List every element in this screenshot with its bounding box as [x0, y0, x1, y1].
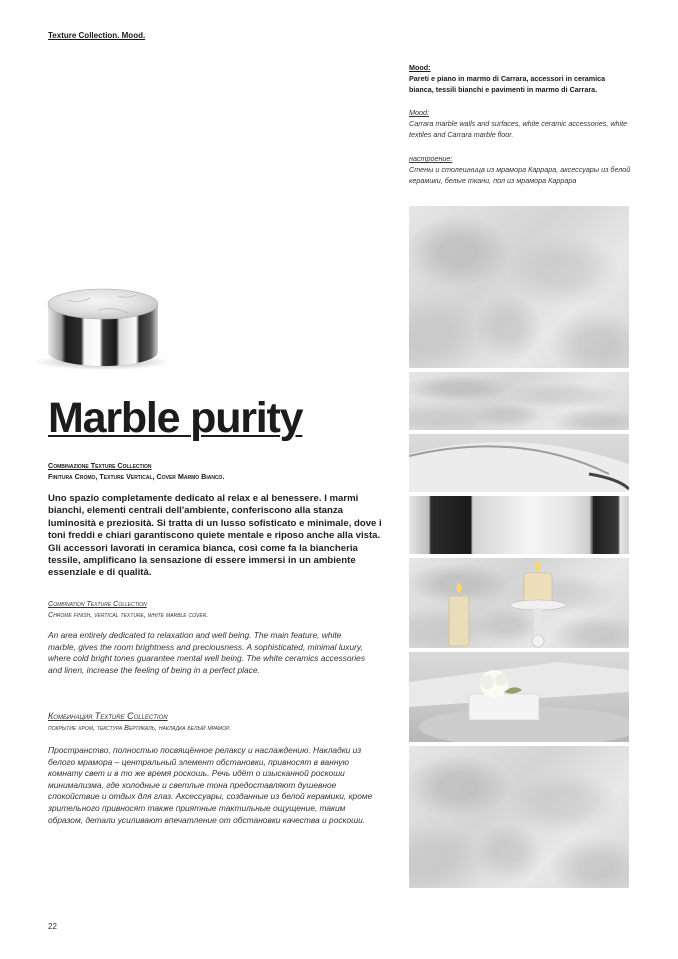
russian-subheading: покрытие хром, текстура Вертикаль, накладка белый мрамор.: [48, 723, 232, 732]
mood-russian: [409, 153, 631, 186]
russian-heading: Комбинация Texture Collection: [48, 711, 168, 721]
flower-towel-image: [409, 652, 629, 742]
product-image: [28, 282, 178, 374]
english-subheading: Chrome finish, vertical texture, white marble cover.: [48, 610, 209, 619]
chrome-stripes-image: [409, 496, 629, 554]
mood-english-text: Carrara marble walls and surfaces, white ceramic accessories, white textiles and Carrara marble floor.: [409, 119, 628, 139]
italian-body: Uno spazio completamente dedicato al relax e al benessere. I marmi bianchi, elementi centrali dell'ambiente, conferiscono alla stanza luminosità e preziosità. Si tratta di un lusso sofisticato e minimale, dove i toni freddi e chiari garantiscono quiete mentale e riposo anche alla vista. Gli accessori lavorati in ceramica bianca, così come fa la biancheria tessile, amplificano la sensazione di essere immersi in un ambiente essenziale e di qualità.: [48, 493, 382, 579]
mood-english-label: Mood:: [409, 108, 429, 117]
mood-italian-label: Mood:: [409, 63, 431, 72]
russian-body: Пространство, полностью посвящённое релаксу и наслаждению. Накладки из белого мрамора – центральный элемент обстановки, привносят в ванную комнату свет и в то же время роскошь. Речь идёт о изысканной роскоши минимализма, где холодные и светлые тона предоставляют душевное спокойствие и отдых для глаз. Аксессуары, созданные из белой керамики, кроме зрительного привносят также приятные тактильные ощущение, таким образом, детали усиливают впечатление от обстановки качества и роскоши.: [48, 745, 373, 825]
russian-subtitle-block: [48, 711, 378, 733]
marble-cover-detail-graphic: [409, 434, 629, 492]
flower-towel-graphic: [409, 652, 629, 742]
english-heading: Combination Texture Collection: [48, 599, 147, 608]
mood-italian: [409, 62, 631, 95]
marble-texture-image: [409, 372, 629, 430]
page-header: Texture Collection. Mood.: [48, 31, 146, 40]
english-body: An area entirely dedicated to relaxation and well being. The main feature, white marble, gives the room brightness and preciousness. A sophisticated, minimal luxury, where cold bright tones guarantee mental well being. The white ceramics accessories and linen, increase the feeling of being in a perfect place.: [48, 630, 366, 675]
mood-russian-label: настроение:: [409, 154, 453, 163]
page-number: 22: [48, 922, 57, 931]
marble-cover-detail-image: [409, 434, 629, 492]
candles-image: [409, 558, 629, 648]
marble-texture-image: [409, 206, 629, 368]
italian-heading: Combinazione Texture Collection: [48, 461, 152, 470]
candles-graphic: [409, 558, 629, 648]
italian-subtitle-block: [48, 460, 378, 482]
italian-subheading: Finitura Cromo, Texture Vertical, Cover Marmo Bianco.: [48, 472, 225, 481]
mood-russian-text: Стены и столешница из мрамора Каррара, аксессуары из белой керамики, белые ткани, пол из мрамора Каррара: [409, 165, 631, 185]
mood-english: [409, 107, 631, 140]
mood-italian-text: Pareti e piano in marmo di Carrara, accessori in ceramica bianca, tessili bianchi e pavimenti in marmo di Carrara.: [409, 74, 606, 94]
english-subtitle-block: [48, 598, 378, 620]
marble-texture-image: [409, 746, 629, 888]
page-title: Marble purity: [48, 394, 303, 442]
